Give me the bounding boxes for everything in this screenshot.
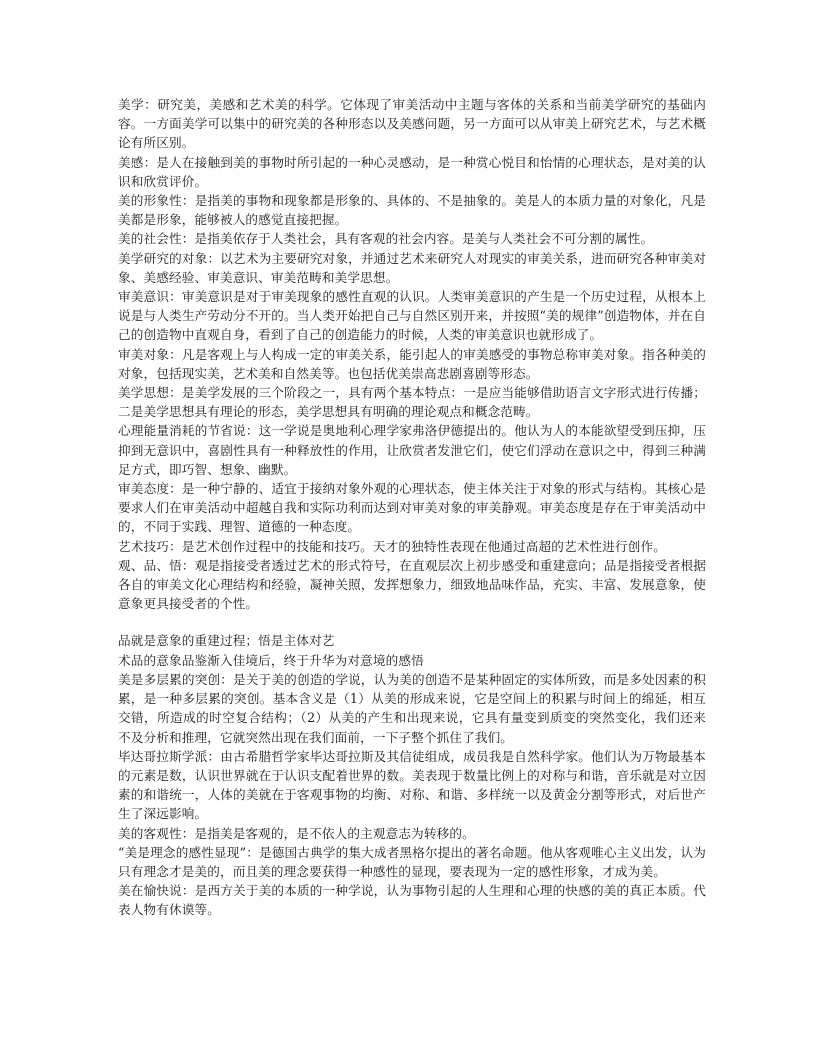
paragraph-beauty-imagery: 美的形象性：是指美的事物和现象都是形象的、具体的、不是抽象的。美是人的本质力量的对象化，凡是美都是形象，能够被人的感觉直接把握。 bbox=[118, 193, 706, 228]
section-gap bbox=[118, 613, 706, 631]
paragraph-view-taste-realize: 观、品、悟：观是指接受者透过艺术的形式符号，在直观层次上初步感受和重建意向；品是指接受者根据各自的审美文化心理结构和经验，凝神关照，发挥想象力，细致地品味作品，充实、丰富、发展意象，使意象更具接受者的个性。 bbox=[118, 557, 706, 612]
paragraph-taste-definition: 品就是意象的重建过程；悟是主体对艺 bbox=[118, 633, 335, 649]
paragraph-multilayer-creation: 美是多层累的突创：是关于美的创造的学说，认为美的创造不是某种固定的实体所致，而是多处因素的积累，是一种多层累的突创。基本含义是（1）从美的形成来说，它是空间上的积累与时间上的绵延，相互交错，所造成的时空复合结构；（2）从美的产生和出现来说，它具有量变到质变的突然变化，我们还来不及分析和推理，它就突然出现在我们面前，一下子整个抓住了我们。 bbox=[118, 671, 706, 745]
paragraph-aesthetic-object: 审美对象：凡是客观上与人构成一定的审美关系，能引起人的审美感受的事物总称审美对象。指各种美的对象，包括现实美，艺术美和自然美等。也包括优美崇高悲剧喜剧等形态。 bbox=[118, 346, 706, 381]
document-page bbox=[118, 95, 706, 920]
paragraph-beauty-objectivity: 美的客观性：是指美是客观的，是不依人的主观意志为转移的。 bbox=[118, 825, 475, 841]
paragraph-realization-definition: 术品的意象品鉴渐入佳境后，终于升华为对意境的感悟 bbox=[118, 652, 424, 668]
paragraph-aesthetic-thought: 美学思想：是美学发展的三个阶段之一，具有两个基本特点：一是应当能够借助语言文字形式进行传播；二是美学思想具有理论的形态，美学思想具有明确的理论观点和概念范畴。 bbox=[118, 385, 706, 420]
paragraph-hegel-proposition: “美是理念的感性显现”：是德国古典学的集大成者黑格尔提出的著名命题。他从客观唯心主义出发，认为只有理念才是美的，而且美的理念要获得一种感性的显现，要表现为一定的感性形象，才成为美。 bbox=[118, 844, 706, 879]
paragraph-aesthetics-object: 美学研究的对象：以艺术为主要研究对象，并通过艺术来研究人对现实的审美关系，进而研究各种审美对象、美感经验、审美意识、审美范畴和美学思想。 bbox=[118, 250, 706, 285]
paragraph-energy-saving-theory: 心理能量消耗的节省说：这一学说是奥地利心理学家弗洛伊德提出的。他认为人的本能欲望受到压抑，压抑到无意识中，喜剧性具有一种释放性的作用，让欣赏者发泄它们，使它们浮动在意识之中，得到三种满足方式，即巧智、想象、幽默。 bbox=[118, 423, 706, 477]
paragraph-beauty-sociality: 美的社会性：是指美依存于人类社会，具有客观的社会内容。是美与人类社会不可分割的属性。 bbox=[118, 231, 654, 247]
paragraph-aesthetics: 美学：研究美，美感和艺术美的科学。它体现了审美活动中主题与客体的关系和当前美学研究的基础内容。一方面美学可以集中的研究美的各种形态以及美感问题，另一方面可以从审美上研究艺术，与艺术概论有所区别。 bbox=[118, 97, 706, 151]
section-aesthetics-terms bbox=[118, 95, 706, 613]
paragraph-aesthetic-feeling: 美感：是人在接触到美的事物时所引起的一种心灵感动，是一种赏心悦目和怡情的心理状态，是对美的认识和欣赏评价。 bbox=[118, 154, 706, 189]
paragraph-aesthetic-consciousness: 审美意识：审美意识是对于审美现象的感性直观的认识。人类审美意识的产生是一个历史过程，从根本上说是与人类生产劳动分不开的。当人类开始把自己与自然区别开来，并按照“美的规律”创造物体，并在自己的创造物中直观自身，看到了自己的创造能力的时候，人类的审美意识也就形成了。 bbox=[118, 289, 706, 343]
paragraph-aesthetic-attitude: 审美态度：是一种宁静的、适宜于接纳对象外观的心理状态，使主体关注于对象的形式与结构。其核心是要求人们在审美活动中超越自我和实际功利而达到对审美对象的审美静观。审美态度是存在于审美活动中的，不同于实践、理智、道德的一种态度。 bbox=[118, 481, 706, 535]
paragraph-art-technique: 艺术技巧：是艺术创作过程中的技能和技巧。天才的独特性表现在他通过高超的艺术性进行创作。 bbox=[118, 538, 666, 554]
section-beauty-theories bbox=[118, 631, 706, 919]
paragraph-pleasure-theory: 美在愉快说：是西方关于美的本质的一种学说，认为事物引起的人生理和心理的快感的美的真正本质。代表人物有休谟等。 bbox=[118, 883, 706, 918]
paragraph-pythagorean-school: 毕达哥拉斯学派：由古希腊哲学家毕达哥拉斯及其信徒组成，成员我是自然科学家。他们认为万物最基本的元素是数，认识世界就在于认识支配着世界的数。美表现于数量比例上的对称与和谐，音乐就是对立因素的和谐统一，人体的美就在于客观事物的均衡、对称、和谐、多样统一以及黄金分割等形式，对后世产生了深远影响。 bbox=[118, 748, 706, 822]
